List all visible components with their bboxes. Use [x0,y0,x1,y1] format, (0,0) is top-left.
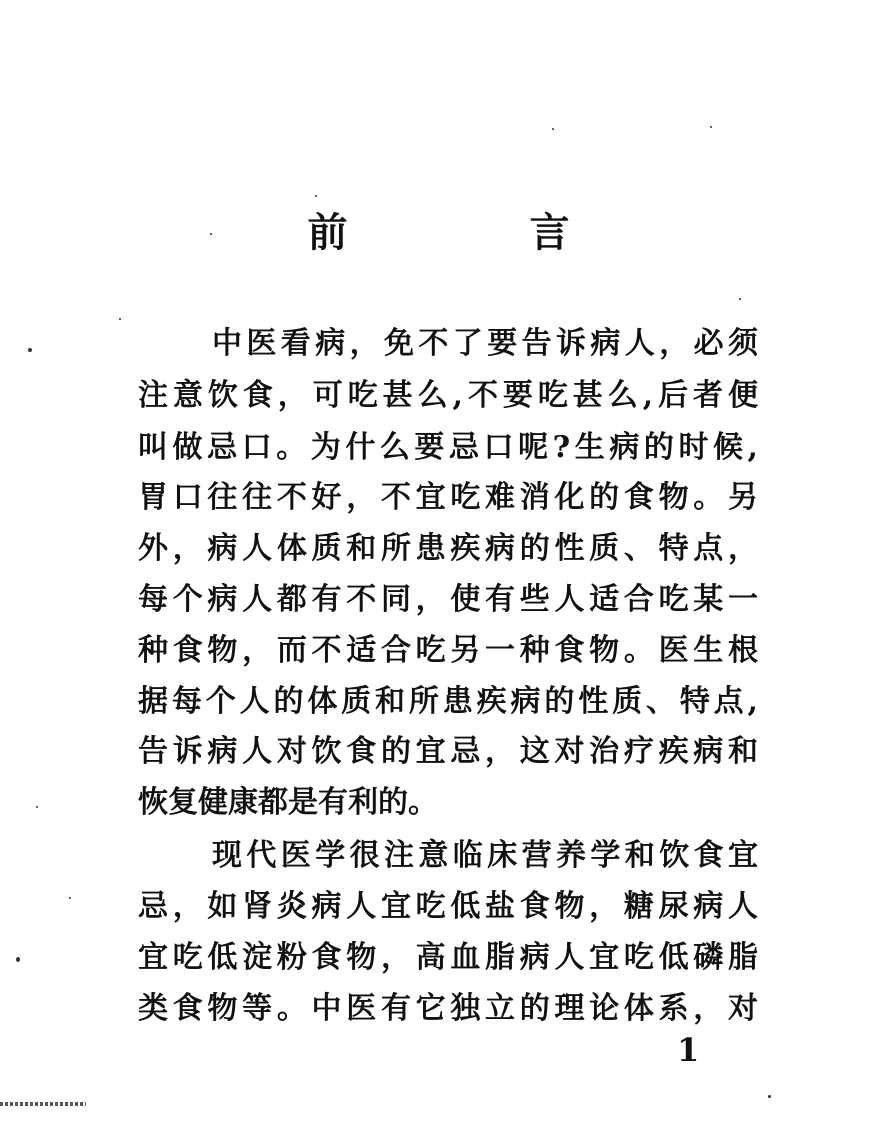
page-title: 前 言 [307,209,654,256]
scan-speck [16,957,20,962]
paragraph-1-line-6: 每个病人都有不同，使有些人适合吃某一 [138,582,758,617]
paragraph-1-line-8: 据每个人的体质和所患疾病的性质、特点, [138,684,758,719]
paragraph-1-line-9: 告诉病人对饮食的宜忌，这对治疗疾病和 [138,734,758,769]
page-number: 1 [677,1031,700,1069]
scan-speck [552,128,554,130]
paragraph-2-line-3: 宜吃低淀粉食物，高血脂病人宜吃低磷脂 [138,940,758,975]
scan-speck [315,195,317,197]
scan-speck [739,298,741,300]
scan-speck [768,1095,771,1098]
paragraph-1-line-7: 种食物，而不适合吃另一种食物。医生根 [138,633,758,668]
scan-speck [210,233,212,235]
paragraph-1-line-3: 叫做忌口。为什么要忌口呢?生病的时候, [138,430,758,465]
paragraph-1-line-5: 外，病人体质和所患疾病的性质、特点， [138,531,758,566]
paragraph-2-line-2: 忌，如肾炎病人宜吃低盐食物，糖尿病人 [138,889,758,924]
scan-speck [119,318,121,320]
scan-speck [69,897,71,899]
paragraph-1-line-2: 注意饮食，可吃甚么,不要吃甚么,后者便 [138,378,758,413]
scan-speck [710,126,712,128]
scan-speck [36,806,38,808]
scan-speck [28,348,32,352]
paragraph-1-line-10: 恢复健康都是有利的。 [138,785,438,820]
paragraph-1-line-4: 胃口往往不好，不宜吃难消化的食物。另 [138,480,758,515]
paragraph-1-line-1: 中医看病，免不了要告诉病人，必须 [212,326,758,361]
paragraph-2-line-4: 类食物等。中医有它独立的理论体系，对 [138,991,758,1026]
scan-edge-noise [0,1102,86,1106]
paragraph-2-line-1: 现代医学很注意临床营养学和饮食宜 [212,838,758,873]
